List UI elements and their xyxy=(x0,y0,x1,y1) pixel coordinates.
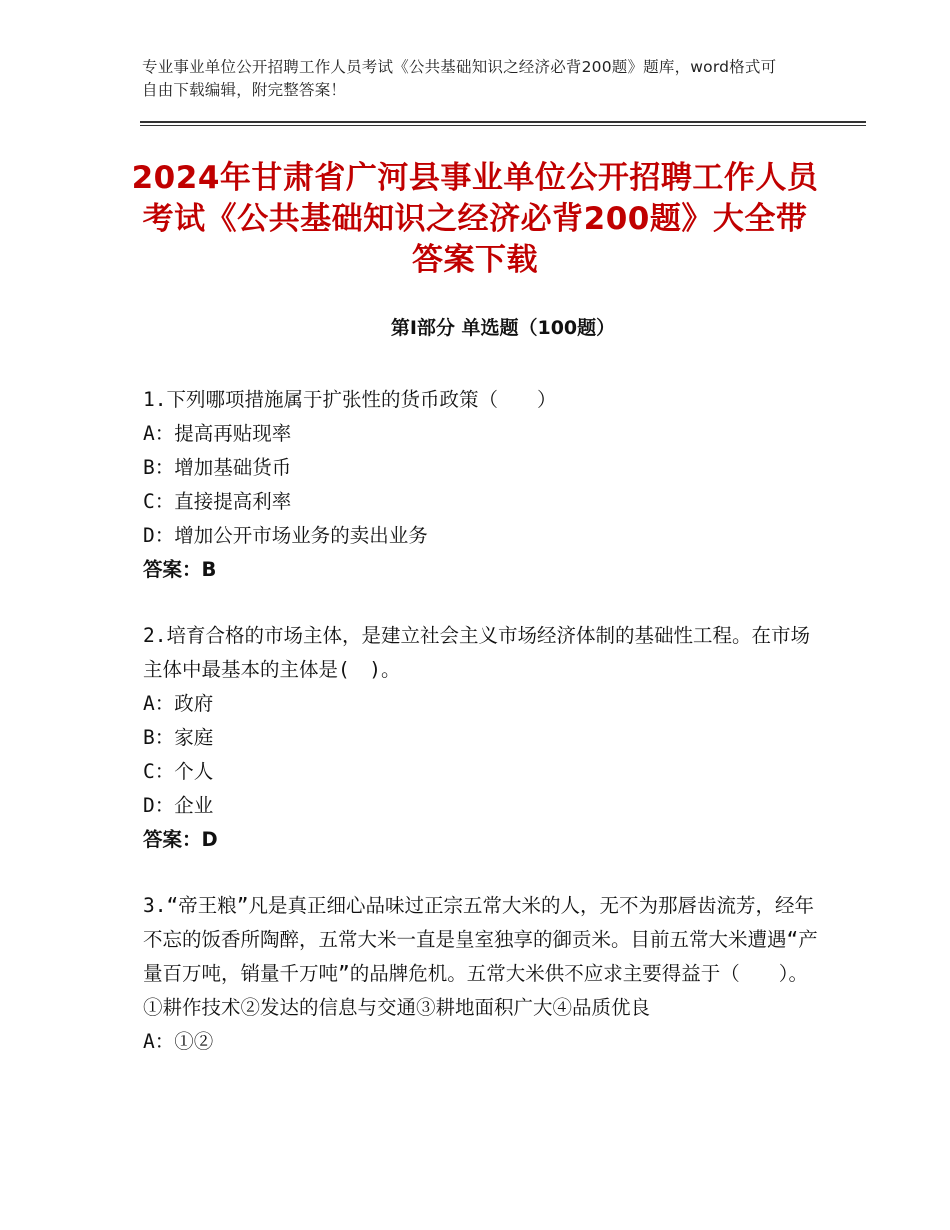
option-d: D：增加公开市场业务的卖出业务 xyxy=(143,524,428,547)
option-a: A：提高再贴现率 xyxy=(143,422,292,445)
question-3 xyxy=(143,889,823,1059)
option-d: D：企业 xyxy=(143,794,214,817)
option-c: C：个人 xyxy=(143,760,214,783)
question-list xyxy=(143,383,823,1059)
question-text: 1.下列哪项措施属于扩张性的货币政策（ ） xyxy=(143,388,557,411)
answer: 答案：B xyxy=(143,558,217,581)
option-b: B：家庭 xyxy=(143,726,214,749)
question-text: 3.“帝王粮”凡是真正细心品味过正宗五常大米的人，无不为那唇齿流芳，经年不忘的饭香所陶醉，五常大米一直是皇室独享的御贡米。目前五常大米遭遇“产量百万吨，销量千万吨”的品牌危机。五常大米供不应求主要得益于（ ）。①耕作技术②发达的信息与交通③耕地面积广大④品质优良 xyxy=(143,894,818,1019)
option-b: B：增加基础货币 xyxy=(143,456,292,479)
header-note: 专业事业单位公开招聘工作人员考试《公共基础知识之经济必背200题》题库，word格式可自由下载编辑，附完整答案！ xyxy=(142,58,777,99)
spacer xyxy=(143,857,823,889)
header-rule-thin xyxy=(140,125,866,126)
header-rule-thick xyxy=(140,121,866,123)
question-text: 2.培育合格的市场主体，是建立社会主义市场经济体制的基础性工程。在市场主体中最基本的主体是( )。 xyxy=(143,624,810,681)
option-c: C：直接提高利率 xyxy=(143,490,292,513)
spacer xyxy=(143,587,823,619)
section-title: 第Ⅰ部分 单选题（100题） xyxy=(390,317,616,339)
answer: 答案：D xyxy=(143,828,218,851)
option-a: A：政府 xyxy=(143,692,214,715)
question-1 xyxy=(143,383,823,587)
document-title: 2024年甘肃省广河县事业单位公开招聘工作人员考试《公共基础知识之经济必背200题》大全带答案下载 xyxy=(131,160,819,278)
question-2 xyxy=(143,619,823,857)
option-a: A：①② xyxy=(143,1030,214,1053)
